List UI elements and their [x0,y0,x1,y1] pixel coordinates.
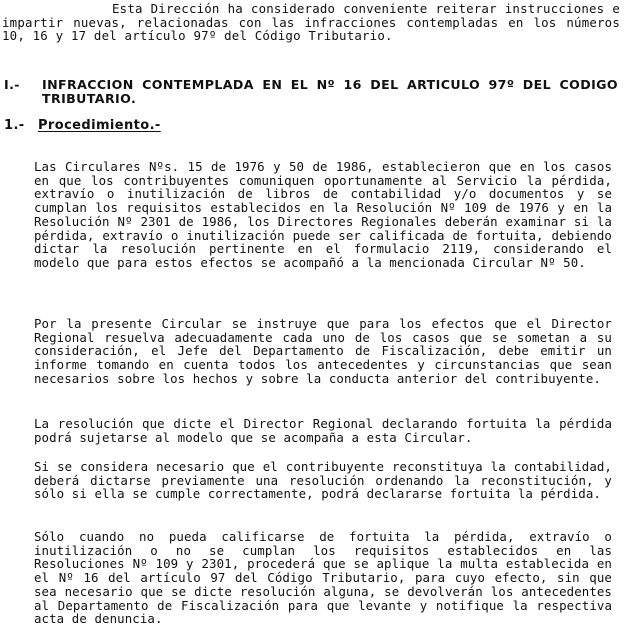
body-paragraph: Por la presente Circular se instruye que para los efectos que el Director Regional resuelva adecuadamente cada uno de los casos que se sometan a su consideración, el Jefe del Departamento de Fiscalización, debe emitir un informe tomando en cuenta todos los antecedentes y circunstancias que sean necesarios sobre los hechos y sobre la conducta anterior del contribuyente. [34,316,612,386]
subsection-heading [4,118,161,133]
body-paragraph: La resolución que dicte el Director Regional declarando fortuita la pérdida podrá sujetarse al modelo que se acompaña a esta Circular. [34,416,612,445]
body-paragraph: Sólo cuando no pueda calificarse de fortuita la pérdida, extravío o inutilización o no se cumplan los requisitos establecidos en las Resoluciones Nº 109 y 2301, procederá que se aplique la multa establecida en el Nº 16 del artículo 97 del Código Tributario, para cuyo efecto, sin que sea necesario que se dicte resolución alguna, se devolverán los antecedentes al Departamento de Fiscalización para que levante y notifique la respectiva acta de denuncia. [34,529,612,627]
body-paragraph: Si se considera necesario que el contribuyente reconstituya la contabilidad, deberá dictarse previamente una resolución ordenando la reconstitución, y sólo si ella se cumple correctamente, podrá declararse fortuita la pérdida. [34,459,612,502]
body-paragraph: Las Circulares Nºs. 15 de 1976 y 50 de 1986, establecieron que en los casos en que los contribuyentes comuniquen oportunamente al Servicio la pérdida, extravío o inutilización de libros de contabilidad y/o documentos y se cumplan los requisitos establecidos en la Resolución Nº 109 de 1976 y en la Resolución Nº 2301 de 1986, los Directores Regionales deberán examinar si la pérdida, extravío o inutilización puede ser calificada de fortuita, debiendo dictar la resolución pertinente en el formulacio 2119, considerando el modelo que para estos efectos se acompañó a la mencionada Circular Nº 50. [34,159,612,270]
section-number: I.- [4,77,20,92]
section-title: INFRACCION CONTEMPLADA EN EL Nº 16 DEL ARTICULO 97º DEL CODIGO TRIBUTARIO. [42,77,618,106]
subsection-title: Procedimiento.- [38,118,161,133]
intro-paragraph: Esta Dirección ha considerado conveniente reiterar instrucciones e impartir nuevas, relacionadas con las infracciones contempladas en los números 10, 16 y 17 del artículo 97º del Código Tributario. [2,1,620,44]
subsection-number: 1.- [4,118,25,133]
section-heading [4,78,618,105]
